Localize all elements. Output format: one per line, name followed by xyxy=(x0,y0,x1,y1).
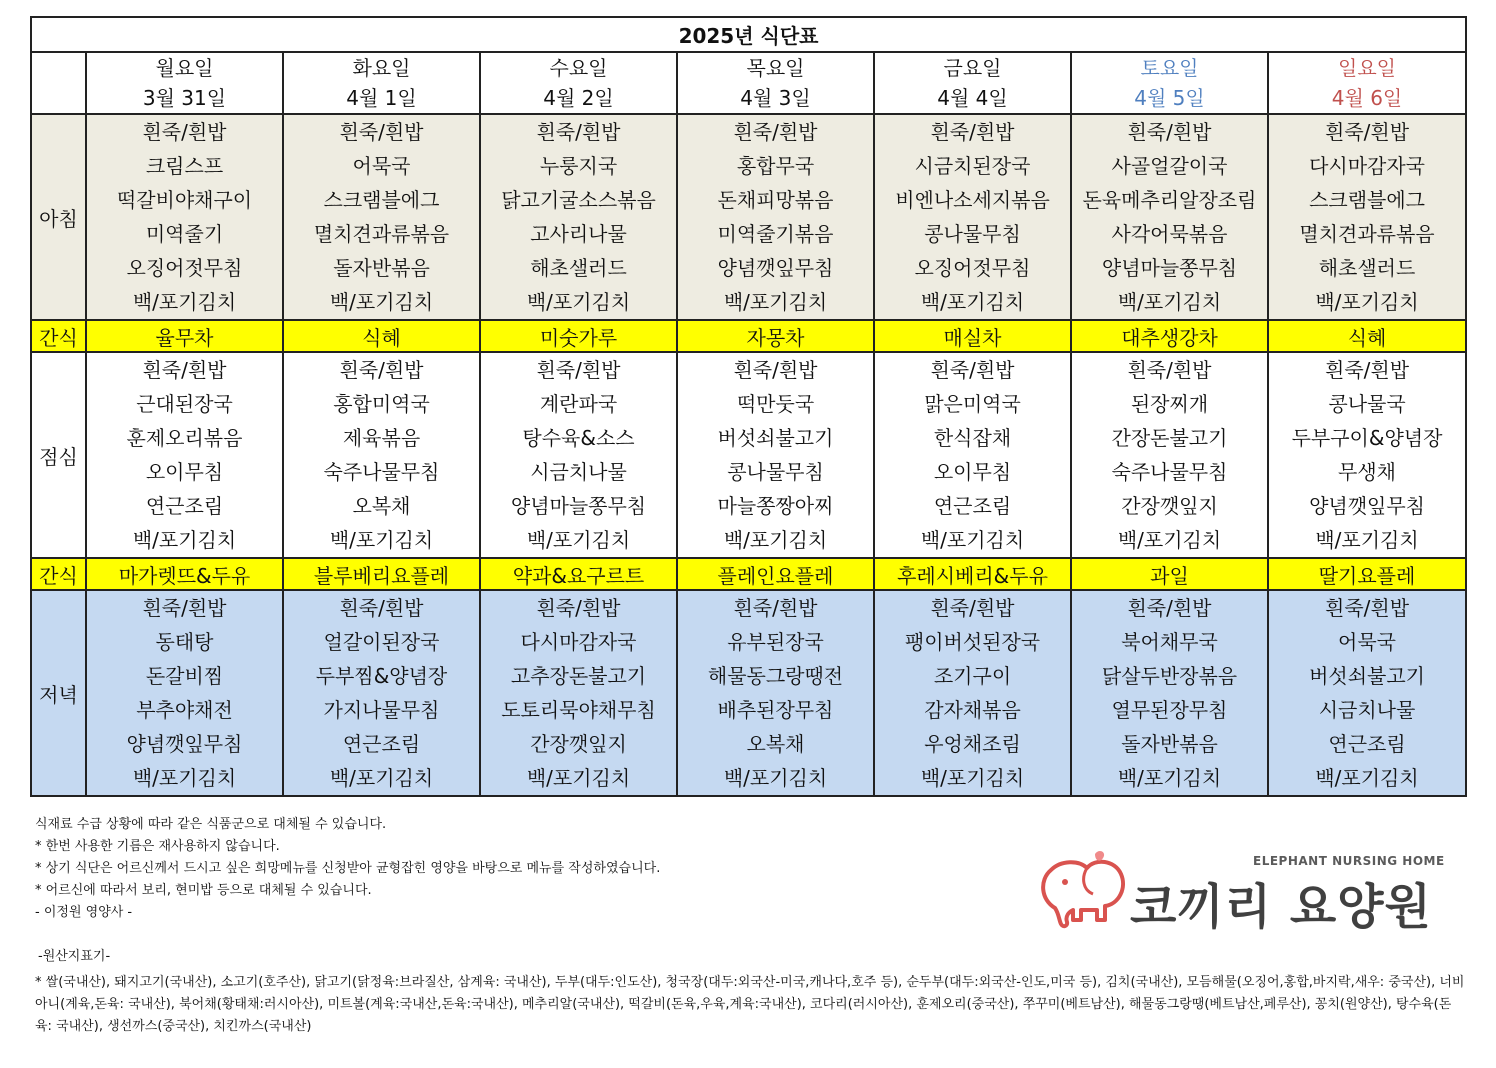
menu-cell: 플레인요플레 xyxy=(677,558,874,590)
day-header xyxy=(86,52,283,114)
menu-item: 흰죽/흰밥 xyxy=(1325,596,1410,620)
menu-item: 다시마감자국 xyxy=(520,630,637,654)
menu-item: 다시마감자국 xyxy=(1309,154,1425,178)
menu-item: 양념깻잎무침 xyxy=(1309,494,1425,518)
menu-item: 백/포기김치 xyxy=(1315,290,1419,314)
menu-item: 돌자반볶음 xyxy=(1121,732,1218,756)
note-line: * 상기 식단은 어르신께서 드시고 싶은 희망메뉴를 신청받아 균형잡힌 영양을 바탕으로 메뉴를 작성하였습니다. xyxy=(35,861,661,876)
menu-item: 백/포기김치 xyxy=(723,290,828,314)
menu-item: 오징어젓무침 xyxy=(126,256,243,280)
menu-item: 연근조림 xyxy=(145,494,224,518)
meal-label: 저녁 xyxy=(31,590,86,796)
menu-title: 2025년 식단표 xyxy=(31,17,1466,52)
menu-item: 팽이버섯된장국 xyxy=(904,630,1041,654)
menu-item: 백/포기김치 xyxy=(920,290,1025,314)
menu-item: 스크램블에그 xyxy=(1309,188,1425,212)
menu-item: 흰죽/흰밥 xyxy=(930,120,1015,144)
menu-item: 흰죽/흰밥 xyxy=(1127,596,1212,620)
menu-item: 흰죽/흰밥 xyxy=(339,358,424,382)
logo xyxy=(1035,838,1455,938)
menu-item: 닭고기굴소스볶음 xyxy=(501,188,656,212)
menu-item: 연근조림 xyxy=(933,494,1012,518)
menu-item: 멸치견과류볶음 xyxy=(1299,222,1435,246)
menu-item: 동태탕 xyxy=(155,630,214,654)
menu-item: 배추된장무침 xyxy=(717,698,834,722)
day-name: 토요일 xyxy=(1140,56,1199,80)
menu-item: 가지나물무침 xyxy=(323,698,440,722)
menu-cell: 미숫가루 xyxy=(480,320,677,352)
menu-item: 숙주나물무침 xyxy=(1111,460,1228,484)
menu-item: 간장돈불고기 xyxy=(1111,426,1228,450)
menu-cell: 딸기요플레 xyxy=(1268,558,1466,590)
menu-item: 흰죽/흰밥 xyxy=(536,120,621,144)
menu-item: 흰죽/흰밥 xyxy=(536,358,621,382)
menu-item: 마늘쫑짱아찌 xyxy=(717,494,834,518)
menu-item: 홍합미역국 xyxy=(333,392,430,416)
menu-item: 오이무침 xyxy=(933,460,1012,484)
origin-title: -원산지표기- xyxy=(38,949,111,964)
menu-item: 감자채볶음 xyxy=(924,698,1021,722)
menu-item: 양념마늘쫑무침 xyxy=(1101,256,1238,280)
menu-item: 돈육메추리알장조림 xyxy=(1082,188,1257,212)
menu-item: 도토리묵야채무침 xyxy=(501,698,656,722)
note-line: * 어르신에 따라서 보리, 현미밥 등으로 대체될 수 있습니다. xyxy=(35,883,372,898)
day-date: 4월 2일 xyxy=(543,86,614,110)
menu-item: 백/포기김치 xyxy=(920,528,1025,552)
menu-cell xyxy=(677,590,874,796)
menu-item: 멸치견과류볶음 xyxy=(313,222,450,246)
day-date: 4월 3일 xyxy=(740,86,811,110)
menu-item: 맑은미역국 xyxy=(924,392,1021,416)
menu-item: 오복채 xyxy=(746,732,805,756)
menu-item: 어묵국 xyxy=(352,154,411,178)
menu-item: 우엉채조림 xyxy=(924,732,1021,756)
menu-item: 미역줄기볶음 xyxy=(717,222,834,246)
menu-cell xyxy=(86,352,283,558)
menu-cell xyxy=(874,590,1071,796)
menu-item: 백/포기김치 xyxy=(329,290,434,314)
meal-row-snack1 xyxy=(31,320,1466,352)
day-header xyxy=(677,52,874,114)
day-header xyxy=(1268,52,1466,114)
note-line: 식재료 수급 상황에 따라 같은 식품군으로 대체될 수 있습니다. xyxy=(35,817,387,832)
menu-item: 흰죽/흰밥 xyxy=(1127,120,1212,144)
day-date: 3월 31일 xyxy=(142,86,227,110)
note-line: * 한번 사용한 기름은 재사용하지 않습니다. xyxy=(35,839,280,854)
day-header xyxy=(480,52,677,114)
menu-item: 숙주나물무침 xyxy=(323,460,440,484)
menu-item: 탕수육&소스 xyxy=(522,426,635,450)
menu-item: 버섯쇠불고기 xyxy=(717,426,834,450)
menu-item: 누룽지국 xyxy=(539,154,618,178)
menu-cell xyxy=(1071,352,1268,558)
day-date: 4월 4일 xyxy=(937,86,1008,110)
menu-cell xyxy=(86,114,283,320)
notes xyxy=(35,814,975,924)
menu-item: 백/포기김치 xyxy=(132,528,237,552)
day-name: 목요일 xyxy=(746,56,805,80)
menu-item: 고사리나물 xyxy=(530,222,627,246)
menu-item: 고추장돈불고기 xyxy=(510,664,647,688)
menu-item: 어묵국 xyxy=(1338,630,1396,654)
menu-item: 비엔나소세지볶음 xyxy=(895,188,1050,212)
menu-item: 돈채피망볶음 xyxy=(717,188,834,212)
menu-item: 해물동그랑땡전 xyxy=(707,664,844,688)
menu-item: 백/포기김치 xyxy=(132,290,237,314)
menu-cell: 마가렛뜨&두유 xyxy=(86,558,283,590)
menu-item: 돌자반볶음 xyxy=(333,256,430,280)
menu-item: 백/포기김치 xyxy=(1117,766,1222,790)
menu-item: 흰죽/흰밥 xyxy=(1325,120,1410,144)
menu-item: 연근조림 xyxy=(1328,732,1406,756)
menu-item: 근대된장국 xyxy=(136,392,233,416)
menu-item: 간장깻잎지 xyxy=(530,732,627,756)
menu-item: 흰죽/흰밥 xyxy=(536,596,621,620)
menu-item: 콩나물국 xyxy=(1328,392,1406,416)
menu-table xyxy=(30,16,1467,797)
menu-cell: 대추생강차 xyxy=(1071,320,1268,352)
menu-cell xyxy=(1268,114,1466,320)
menu-cell xyxy=(480,590,677,796)
day-header xyxy=(1071,52,1268,114)
menu-item: 흰죽/흰밥 xyxy=(142,120,227,144)
day-name: 수요일 xyxy=(549,56,608,80)
menu-item: 닭살두반장볶음 xyxy=(1101,664,1238,688)
menu-item: 콩나물무침 xyxy=(924,222,1021,246)
day-header xyxy=(283,52,480,114)
meal-row-snack2 xyxy=(31,558,1466,590)
menu-item: 얼갈이된장국 xyxy=(323,630,440,654)
meal-row-lunch xyxy=(31,352,1466,558)
day-name: 화요일 xyxy=(352,56,411,80)
menu-item: 백/포기김치 xyxy=(1117,528,1222,552)
menu-item: 흰죽/흰밥 xyxy=(142,596,227,620)
menu-cell xyxy=(283,590,480,796)
menu-cell: 과일 xyxy=(1071,558,1268,590)
menu-item: 백/포기김치 xyxy=(1117,290,1222,314)
menu-item: 흰죽/흰밥 xyxy=(930,358,1015,382)
meal-row-dinner xyxy=(31,590,1466,796)
logo-english: ELEPHANT NURSING HOME xyxy=(1253,854,1445,868)
menu-item: 해초샐러드 xyxy=(530,256,627,280)
menu-item: 연근조림 xyxy=(342,732,421,756)
menu-cell xyxy=(1071,590,1268,796)
menu-item: 흰죽/흰밥 xyxy=(339,120,424,144)
menu-item: 백/포기김치 xyxy=(526,528,631,552)
menu-item: 흰죽/흰밥 xyxy=(1127,358,1212,382)
menu-item: 버섯쇠불고기 xyxy=(1309,664,1425,688)
menu-item: 사골얼갈이국 xyxy=(1111,154,1228,178)
day-name: 금요일 xyxy=(943,56,1002,80)
menu-item: 두부찜&양념장 xyxy=(315,664,448,688)
menu-cell xyxy=(283,352,480,558)
menu-item: 흰죽/흰밥 xyxy=(930,596,1015,620)
menu-item: 스크램블에그 xyxy=(323,188,440,212)
menu-item: 열무된장무침 xyxy=(1111,698,1228,722)
menu-cell xyxy=(480,352,677,558)
day-date: 4월 1일 xyxy=(346,86,417,110)
menu-item: 시금치된장국 xyxy=(914,154,1031,178)
menu-item: 사각어묵볶음 xyxy=(1111,222,1228,246)
day-name: 월요일 xyxy=(155,56,214,80)
menu-cell xyxy=(677,352,874,558)
day-name: 일요일 xyxy=(1338,56,1396,80)
menu-cell xyxy=(677,114,874,320)
menu-item: 오복채 xyxy=(352,494,411,518)
menu-cell xyxy=(283,114,480,320)
menu-item: 훈제오리볶음 xyxy=(126,426,243,450)
elephant-icon xyxy=(1035,850,1131,932)
menu-cell xyxy=(874,352,1071,558)
day-header xyxy=(874,52,1071,114)
menu-item: 양념깻잎무침 xyxy=(717,256,834,280)
menu-item: 돈갈비찜 xyxy=(145,664,224,688)
menu-cell xyxy=(874,114,1071,320)
meal-label: 간식 xyxy=(31,320,86,352)
menu-item: 흰죽/흰밥 xyxy=(142,358,227,382)
logo-korean: 코끼리 요양원 xyxy=(1130,879,1432,935)
menu-cell: 율무차 xyxy=(86,320,283,352)
menu-item: 백/포기김치 xyxy=(526,290,631,314)
menu-cell xyxy=(1268,352,1466,558)
origin-text: * 쌀(국내산), 돼지고기(국내산), 소고기(호주산), 닭고기(닭정육:브라질산, 삼계육: 국내산), 두부(대두:인도산), 청국장(대두:외국산-미국,캐나다,호주 등), 순두부(대두:외국산-인도,미국 등), 김치(국내산), 모듬해물(오징어,홍합,바지락,새우: 중국산), 너비아니(계육,돈육: 국내산), 북어채(황태채:러시아산), 미트볼(계육:국내산,돈육:국내산), 메추리알(국내산), 떡갈비(돈육,우육,계육:국내산), 코다리(러시아산), 훈제오리(중국산), 쭈꾸미(베트남산), 해물동그랑땡(베트남산,페루산), 꽁치(원양산), 탕수육(돈육: 국내산), 생선까스(중국산), 치킨까스(국내산) xyxy=(35,975,1465,1034)
menu-item: 흰죽/흰밥 xyxy=(339,596,424,620)
menu-item: 북어채무국 xyxy=(1121,630,1218,654)
menu-item: 크림스프 xyxy=(145,154,224,178)
menu-item: 콩나물무침 xyxy=(727,460,824,484)
menu-item: 계란파국 xyxy=(539,392,618,416)
menu-cell xyxy=(86,590,283,796)
menu-item: 떡만둣국 xyxy=(736,392,815,416)
meal-row-breakfast xyxy=(31,114,1466,320)
menu-item: 간장깻잎지 xyxy=(1121,494,1218,518)
menu-item: 흰죽/흰밥 xyxy=(1325,358,1410,382)
menu-item: 백/포기김치 xyxy=(723,766,828,790)
menu-item: 백/포기김치 xyxy=(920,766,1025,790)
menu-item: 된장찌개 xyxy=(1130,392,1209,416)
menu-item: 흰죽/흰밥 xyxy=(733,358,818,382)
menu-item: 백/포기김치 xyxy=(723,528,828,552)
menu-item: 두부구이&양념장 xyxy=(1291,426,1443,450)
corner-cell xyxy=(31,52,86,114)
menu-item: 오징어젓무침 xyxy=(914,256,1031,280)
menu-cell: 약과&요구르트 xyxy=(480,558,677,590)
menu-item: 제육볶음 xyxy=(342,426,421,450)
menu-item: 백/포기김치 xyxy=(132,766,237,790)
dietitian-signature: - 이정원 영양사 - xyxy=(35,905,133,920)
menu-cell xyxy=(1268,590,1466,796)
day-date: 4월 5일 xyxy=(1134,86,1205,110)
menu-cell: 식혜 xyxy=(1268,320,1466,352)
menu-item: 백/포기김치 xyxy=(329,528,434,552)
menu-cell xyxy=(480,114,677,320)
menu-item: 백/포기김치 xyxy=(1315,766,1419,790)
menu-item: 부추야채전 xyxy=(136,698,233,722)
menu-item: 떡갈비야채구이 xyxy=(116,188,253,212)
menu-item: 유부된장국 xyxy=(727,630,824,654)
menu-item: 흰죽/흰밥 xyxy=(733,120,818,144)
menu-cell: 블루베리요플레 xyxy=(283,558,480,590)
menu-item: 백/포기김치 xyxy=(526,766,631,790)
menu-item: 양념깻잎무침 xyxy=(126,732,243,756)
meal-label: 간식 xyxy=(31,558,86,590)
menu-cell xyxy=(1071,114,1268,320)
menu-item: 백/포기김치 xyxy=(329,766,434,790)
menu-cell: 식혜 xyxy=(283,320,480,352)
meal-label: 점심 xyxy=(31,352,86,558)
menu-item: 흰죽/흰밥 xyxy=(733,596,818,620)
menu-item: 미역줄기 xyxy=(145,222,224,246)
menu-item: 조기구이 xyxy=(933,664,1012,688)
menu-item: 해초샐러드 xyxy=(1318,256,1416,280)
menu-cell: 자몽차 xyxy=(677,320,874,352)
meal-label: 아침 xyxy=(31,114,86,320)
menu-item: 백/포기김치 xyxy=(1315,528,1419,552)
menu-item: 시금치나물 xyxy=(1318,698,1416,722)
day-date: 4월 6일 xyxy=(1331,86,1403,110)
menu-item: 무생채 xyxy=(1338,460,1396,484)
menu-cell: 후레시베리&두유 xyxy=(874,558,1071,590)
menu-item: 양념마늘쫑무침 xyxy=(510,494,647,518)
menu-item: 홍합무국 xyxy=(736,154,815,178)
menu-item: 시금치나물 xyxy=(530,460,627,484)
menu-item: 한식잡채 xyxy=(933,426,1012,450)
menu-cell: 매실차 xyxy=(874,320,1071,352)
menu-item: 오이무침 xyxy=(145,460,224,484)
